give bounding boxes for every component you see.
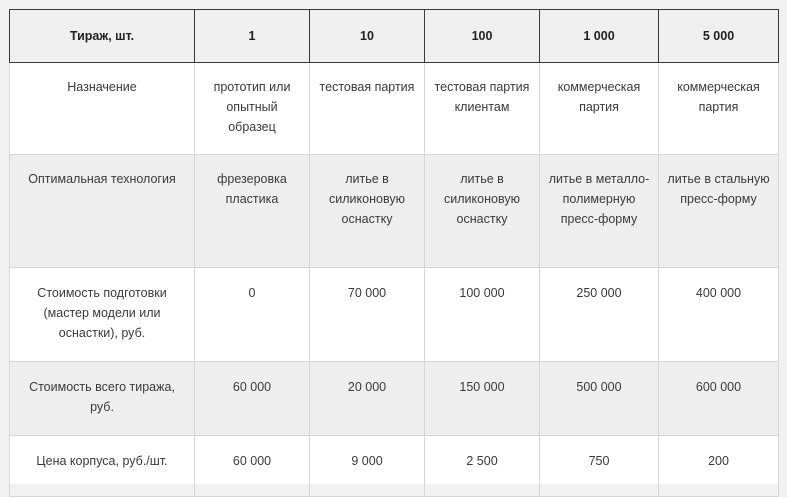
row-label-setup-cost: Стоимость подготовки (мастер модели или оснастки), руб. <box>10 268 195 362</box>
table-cell: прототип или опытный образец <box>195 63 310 155</box>
table-cell: 150 000 <box>425 362 540 436</box>
table-cell: коммерческая партия <box>540 63 659 155</box>
table-cell: коммерческая партия <box>659 63 779 155</box>
table-cell: 400 000 <box>659 268 779 362</box>
table-cell: фрезеровка пластика <box>195 155 310 268</box>
table-cell: тестовая партия клиентам <box>425 63 540 155</box>
header-cell-qty-5000: 5 000 <box>659 10 779 63</box>
row-label-batch-cost: Стоимость всего тиража, руб. <box>10 362 195 436</box>
header-cell-quantity: Тираж, шт. <box>10 10 195 63</box>
table-cell: 70 000 <box>310 268 425 362</box>
header-cell-qty-1: 1 <box>195 10 310 63</box>
header-cell-qty-1000: 1 000 <box>540 10 659 63</box>
table-cell: литье в силиконовую оснастку <box>310 155 425 268</box>
table-cell: литье в металло-полимерную пресс-форму <box>540 155 659 268</box>
table-cell: 600 000 <box>659 362 779 436</box>
header-cell-qty-100: 100 <box>425 10 540 63</box>
table-row <box>10 155 779 268</box>
table-cell: 2 500 <box>425 436 540 497</box>
production-cost-table <box>9 9 779 497</box>
pricing-table-container <box>9 9 778 484</box>
table-row <box>10 63 779 155</box>
table-cell: 9 000 <box>310 436 425 497</box>
table-cell: литье в стальную пресс-форму <box>659 155 779 268</box>
table-header-row <box>10 10 779 63</box>
table-cell: 100 000 <box>425 268 540 362</box>
table-cell: 20 000 <box>310 362 425 436</box>
table-row <box>10 268 779 362</box>
header-cell-qty-10: 10 <box>310 10 425 63</box>
table-cell: 60 000 <box>195 436 310 497</box>
table-cell: 500 000 <box>540 362 659 436</box>
table-cell: литье в силиконовую оснастку <box>425 155 540 268</box>
row-label-unit-price: Цена корпуса, руб./шт. <box>10 436 195 497</box>
table-cell: 250 000 <box>540 268 659 362</box>
table-cell: 750 <box>540 436 659 497</box>
row-label-purpose: Назначение <box>10 63 195 155</box>
table-cell: 60 000 <box>195 362 310 436</box>
table-cell: 200 <box>659 436 779 497</box>
table-cell: 0 <box>195 268 310 362</box>
row-label-technology: Оптимальная технология <box>10 155 195 268</box>
table-row <box>10 436 779 497</box>
table-cell: тестовая партия <box>310 63 425 155</box>
table-row <box>10 362 779 436</box>
